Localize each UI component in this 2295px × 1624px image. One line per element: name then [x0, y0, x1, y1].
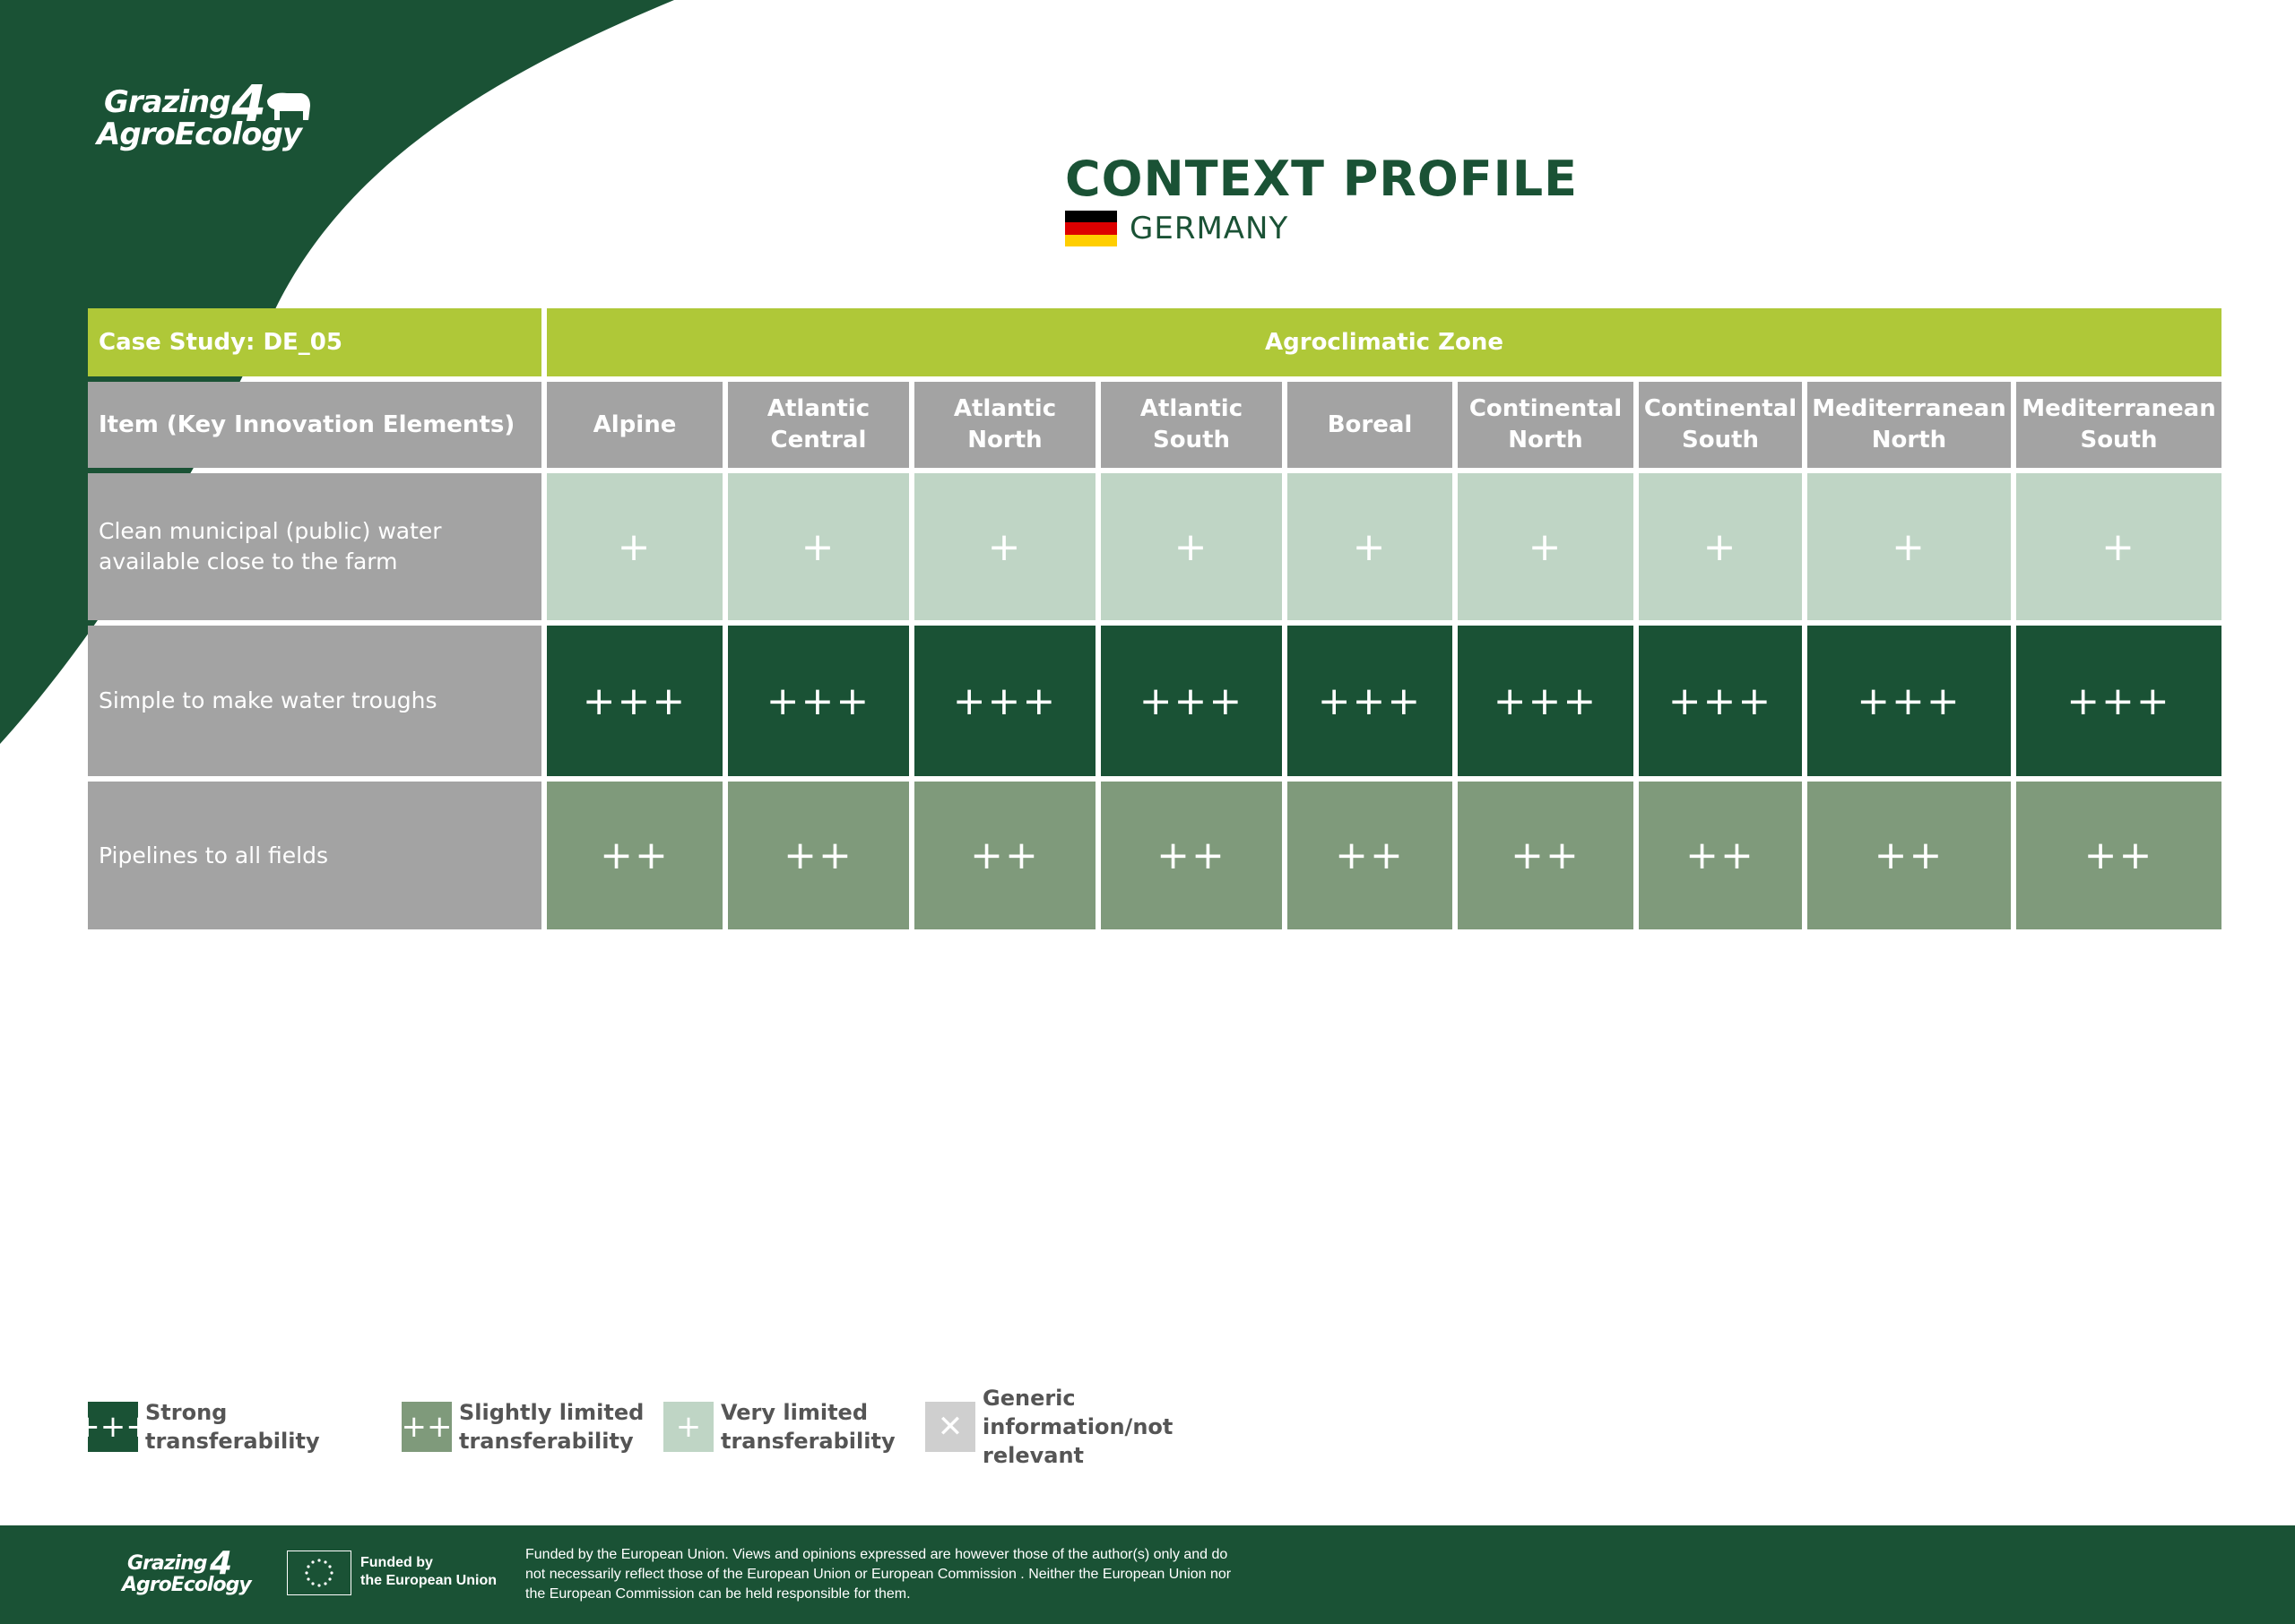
country-row: [1065, 211, 1578, 246]
germany-flag-icon: [1065, 211, 1117, 246]
zone-header: Continental South: [1639, 382, 1802, 468]
legend-item-generic: [925, 1384, 1269, 1470]
zone-header: Boreal: [1287, 382, 1452, 468]
strong-swatch: +++: [88, 1402, 138, 1452]
row-label: Simple to make water troughs: [88, 626, 541, 776]
transferability-cell: ++: [1639, 782, 1802, 929]
transferability-cell: +++: [1101, 626, 1282, 776]
transferability-cell: +++: [914, 626, 1096, 776]
zone-header: Mediterranean South: [2016, 382, 2221, 468]
transferability-cell: ++: [914, 782, 1096, 929]
transferability-cell: +++: [1639, 626, 1802, 776]
transferability-cell: ++: [1287, 782, 1452, 929]
transferability-cell: +: [1458, 473, 1633, 620]
transferability-cell: ++: [728, 782, 909, 929]
logo-number: 4: [231, 75, 266, 134]
logo-line2: AgroEcology: [97, 117, 302, 152]
zone-header: Atlantic North: [914, 382, 1096, 468]
transferability-cell: +: [1639, 473, 1802, 620]
zone-header: Atlantic Central: [728, 382, 909, 468]
very-limited-swatch: +: [663, 1402, 714, 1452]
footer-logo-number: 4: [210, 1545, 233, 1582]
footer: [0, 1525, 2295, 1624]
item-column-header: Item (Key Innovation Elements): [88, 382, 541, 468]
footer-logo: [122, 1545, 265, 1602]
title-block: [1065, 151, 1578, 246]
logo-line1: Grazing: [104, 84, 230, 120]
cow-icon: [260, 84, 314, 129]
zone-header: Atlantic South: [1101, 382, 1282, 468]
cross-icon: ✕: [925, 1402, 975, 1452]
transferability-cell: ++: [1458, 782, 1633, 929]
transferability-cell: +: [2016, 473, 2221, 620]
eu-funding-label: Funded by the European Union: [360, 1555, 497, 1588]
agroclimatic-zone-header: Agroclimatic Zone: [547, 308, 2221, 376]
zone-header: Alpine: [547, 382, 723, 468]
legend-label: Slightly limited transferability: [459, 1400, 645, 1454]
transferability-cell: +: [1101, 473, 1282, 620]
transferability-cell: +++: [1807, 626, 2011, 776]
legend-item-strong: [74, 1398, 385, 1456]
transferability-cell: ++: [2016, 782, 2221, 929]
page-title: CONTEXT PROFILE: [1065, 151, 1579, 207]
transferability-cell: ++: [1101, 782, 1282, 929]
transferability-cell: +++: [2016, 626, 2221, 776]
legend-label: Strong transferability: [145, 1400, 320, 1454]
transferability-cell: +++: [547, 626, 723, 776]
legend-item-slightly-limited: [402, 1398, 647, 1456]
transferability-cell: ++: [1807, 782, 2011, 929]
zone-header: Continental North: [1458, 382, 1633, 468]
footer-logo-line2: AgroEcology: [122, 1574, 251, 1596]
row-label: Pipelines to all fields: [88, 782, 541, 929]
transferability-cell: +++: [1458, 626, 1633, 776]
transferability-cell: +: [547, 473, 723, 620]
legend-label: Very limited transferability: [721, 1400, 896, 1454]
transferability-cell: +: [728, 473, 909, 620]
transferability-cell: +++: [1287, 626, 1452, 776]
row-label: Clean municipal (public) water available close to the farm: [88, 473, 541, 620]
transferability-table: [88, 308, 2227, 929]
transferability-cell: +: [914, 473, 1096, 620]
slightly-limited-swatch: ++: [402, 1402, 452, 1452]
legend-item-very-limited: [663, 1398, 909, 1456]
footer-logo-line1: Grazing: [127, 1552, 207, 1575]
brand-logo: [97, 75, 312, 156]
legend: [74, 1384, 1286, 1470]
legend-label: Generic information/not relevant: [983, 1386, 1173, 1468]
disclaimer: Funded by the European Union. Views and opinions expressed are however those of the author(s) only and do not necessarily reflect those of the European Union or European Commission . Neither the European Union nor the European Commission can be held responsible for them.: [525, 1547, 1232, 1602]
transferability-cell: ++: [547, 782, 723, 929]
transferability-cell: +++: [728, 626, 909, 776]
zone-header: Mediterranean North: [1807, 382, 2011, 468]
country-name: GERMANY: [1130, 211, 1289, 246]
case-study-label: Case Study: DE_05: [88, 308, 541, 376]
transferability-cell: +: [1807, 473, 2011, 620]
transferability-cell: +: [1287, 473, 1452, 620]
eu-flag-icon: [287, 1551, 351, 1595]
